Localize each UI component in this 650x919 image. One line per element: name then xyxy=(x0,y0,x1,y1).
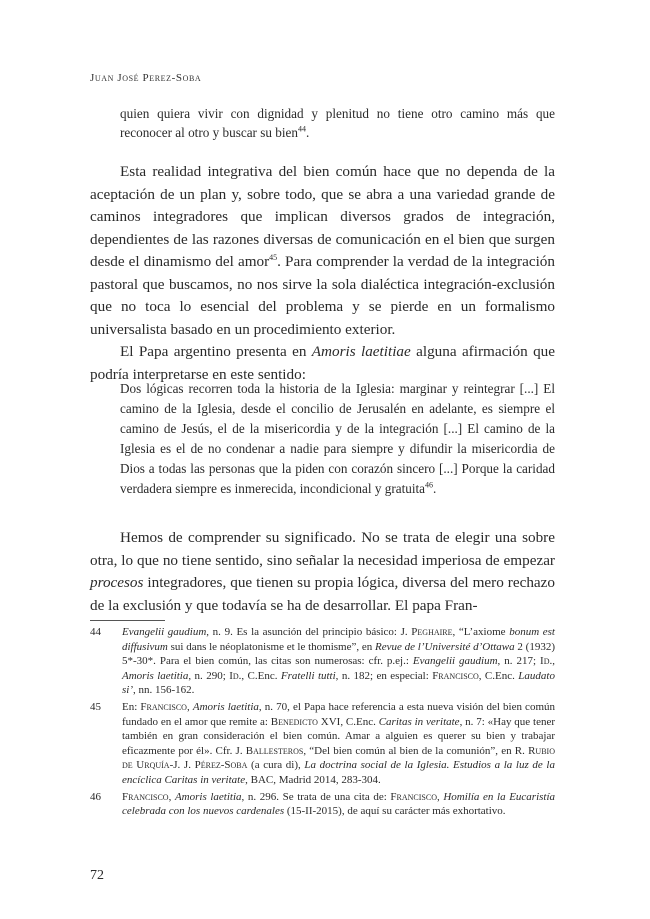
paragraph-text: alguna afirmación que podría interpretarse en este sentido: xyxy=(90,343,555,383)
paragraph xyxy=(90,527,555,617)
footnote-46 xyxy=(90,790,555,819)
quote-text: quien quiera vivir con dignidad y plenitud no tiene otro camino más que reconocer al otro y buscar su bien xyxy=(120,106,555,140)
body-text-2 xyxy=(90,527,555,617)
paragraph-text: Esta realidad integrativa del bien común hace que no dependa de la aceptación de un plan y, sobre todo, que se abra a una variedad grande de caminos integradores que implican diversos grados de integración, dependientes de las razones diversas de comunicación en el bien que surgen desde el dinamismo del amor xyxy=(90,163,555,270)
footnote-text: Evangelii gaudium, n. 9. Es la asunción del principio básico: J. Peghaire, “L’axiome bonum est diffusivum sui dans le néoplatonisme et le thomisme”, en Revue de l’Université d’Ottawa 2 (1932) 5*-30*. Para el bien común, las citas son numerosas: cfr. p.ej.: Evangelii gaudium, n. 217; Id., Amoris laetitia, n. 290; Id., C.Enc. Fratelli tutti, n. 182; en especial: Francisco, C.Enc. Laudato si’, nn. 156-162. xyxy=(122,626,555,697)
paragraph-text: El Papa argentino presenta en xyxy=(120,343,312,360)
footnote-45 xyxy=(90,700,555,788)
work-title: Amoris laetitiae xyxy=(311,343,411,360)
footnote-ref-44[interactable]: 44 xyxy=(297,124,306,134)
paragraph-text: Hemos de comprender su significado. No se trata de elegir una sobre otra, lo que no tiene sentido, sino señalar la necesidad imperiosa de empezar xyxy=(90,529,555,569)
footnote-44 xyxy=(90,625,555,698)
footnotes xyxy=(90,625,555,821)
paragraph-text: integradores, que tienen su propia lógica, diversa del mero rechazo de la exclusión y que todavía se ha de desarrollar. El papa Fran- xyxy=(90,574,555,614)
paragraph-text: . Para comprender la verdad de la integración pastoral que buscamos, no nos sirve la sola dialéctica integración-exclusión que no toca lo esencial del problema y se pierde en un formalismo universalista basado en un procedimiento exterior. xyxy=(90,253,555,338)
footnote-number: 44 xyxy=(90,626,101,638)
footnote-text: En: Francisco, Amoris laetitia, n. 70, el Papa hace referencia a esta nueva visión del bien común fundado en el amor que remite a: Benedicto XVI, C.Enc. Caritas in veritate, n. 7: «Hay que tener también en gran consideración el bien común. Amar a alguien es querer su bien y trabajar eficazmente por él». Cfr. J. Ballesteros, “Del bien común al bien de la comunión”, en R. Rubio de Urquía-J. J. Pérez-Soba (a cura di), La doctrina social de la Iglesia. Estudios a la luz de la encíclica Caritas in veritate, BAC, Madrid 2014, 283-304. xyxy=(122,700,556,786)
block-quote-2: Dos lógicas recorren toda la historia de la Iglesia: marginar y reintegrar [...] El camino de la Iglesia, desde el concilio de Jerusalén en adelante, es siempre el camino de Jesús, el de la misericordia y de la integración [...] El camino de la Iglesia es el de no condenar a nadie para siempre y difundir la misericordia de Dios a todas las personas que la piden con corazón sincero [...] Porque la caridad verdadera siempre es inmerecida, incondicional y gratuita$^{46}$. xyxy=(120,381,555,497)
emphasis: procesos xyxy=(90,574,144,592)
running-head: Juan José Perez-Soba xyxy=(90,72,202,84)
footnote-ref-45[interactable]: 45 xyxy=(269,252,278,262)
paragraph xyxy=(90,161,555,341)
footnote-text: Francisco, Amoris laetitia, n. 296. Se trata de una cita de: Francisco, Homilía en la Eucaristía celebrada con los nuevos cardenales (15-II-2015), de aquí su carácter más exhortativo. xyxy=(122,790,556,818)
body-text-1 xyxy=(90,161,555,386)
footnote-number: 46 xyxy=(90,790,101,803)
footnote-number: 45 xyxy=(90,700,101,713)
block-quote-1: quien quiera vivir con dignidad y plenitud no tiene otro camino más que reconocer al otro y buscar su bien$^{44}$. xyxy=(120,106,555,140)
page-number: 72 xyxy=(90,868,104,883)
footnote-separator xyxy=(90,620,165,621)
quote-text: Dos lógicas recorren toda la historia de la Iglesia: marginar y reintegrar [...] El camino de la Iglesia, desde el concilio de Jerusalén en adelante, es siempre el camino de Jesús, el de la misericordia y de la integración [...] El camino de la Iglesia es el de no condenar a nadie para siempre y difundir la misericordia de Dios a todas las personas que la piden con corazón sincero [...] Porque la caridad verdadera siempre es inmerecida, incondicional y gratuita xyxy=(120,381,555,497)
footnote-ref-46[interactable]: 46 xyxy=(425,481,434,491)
